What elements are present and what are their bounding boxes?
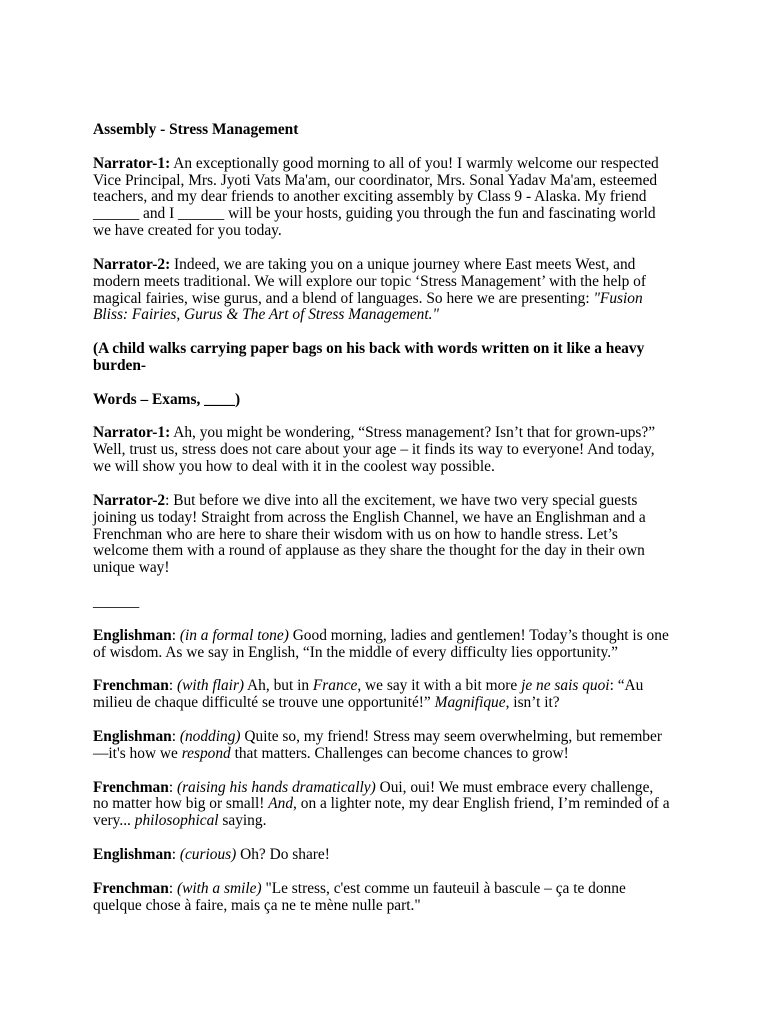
frenchman-paragraph bbox=[93, 678, 733, 712]
line-text: Indeed, we are taking you on a unique journey where East meets West, and bbox=[170, 255, 636, 273]
line-text: we will show you how to deal with it in the coolest way possible. bbox=[93, 458, 495, 476]
text-line bbox=[93, 695, 733, 712]
speaker-label: Englishman bbox=[93, 845, 172, 863]
stage-direction: (raising his hands dramatically) bbox=[176, 778, 376, 796]
stage-note-paragraph bbox=[93, 341, 733, 375]
stage-note-text: Words – Exams, ____) bbox=[93, 390, 241, 408]
speaker-label: Narrator-2: bbox=[93, 255, 171, 273]
narrator-1-paragraph bbox=[93, 425, 733, 476]
emphasis-text: Magnifique bbox=[434, 694, 506, 712]
line-text: Vice Principal, Mrs. Jyoti Vats Ma'am, our coordinator, Mrs. Sonal Yadav Ma'am, esteemed bbox=[93, 171, 658, 189]
text-line bbox=[93, 780, 733, 797]
stage-direction: (with flair) bbox=[176, 677, 245, 695]
line-text: : bbox=[168, 778, 177, 796]
line-text: : bbox=[171, 845, 180, 863]
line-text: , on a lighter note, my dear English friend, I’m reminded of a bbox=[293, 795, 670, 813]
text-line bbox=[93, 358, 733, 375]
separator-line bbox=[93, 594, 733, 611]
title-text: Assembly - Stress Management bbox=[93, 121, 299, 138]
text-line bbox=[93, 813, 733, 830]
show-title-text: Bliss: Fairies, Gurus & The Art of Stress Management." bbox=[93, 306, 439, 324]
stage-direction: (nodding) bbox=[179, 727, 241, 745]
narrator-1-paragraph bbox=[93, 156, 733, 240]
englishman-paragraph bbox=[93, 628, 733, 662]
text-line bbox=[93, 274, 733, 291]
stage-note-text: (A child walks carrying paper bags on his back with words written on it like a heavy bbox=[93, 340, 645, 358]
line-text: —it's how we bbox=[93, 744, 182, 762]
line-text: : bbox=[168, 677, 177, 695]
line-text: : “Au bbox=[609, 677, 644, 695]
line-text: Quite so, my friend! Stress may seem overwhelming, but remember bbox=[240, 727, 662, 745]
emphasis-text: je ne sais quoi bbox=[521, 677, 610, 695]
text-line bbox=[93, 341, 733, 358]
line-text: : bbox=[168, 879, 177, 897]
line-text: Well, trust us, stress does not care about your age – it finds its way to everyone! And today, bbox=[93, 441, 655, 459]
text-line bbox=[93, 898, 733, 915]
text-line bbox=[93, 425, 733, 442]
speaker-label: Frenchman bbox=[93, 778, 169, 796]
text-line bbox=[93, 594, 733, 611]
stage-direction: (with a smile) bbox=[176, 879, 262, 897]
speaker-label: Frenchman bbox=[93, 677, 169, 695]
text-line bbox=[93, 206, 733, 223]
line-text: "Le stress, c'est comme un fauteuil à bascule – ça te donne bbox=[261, 879, 626, 897]
text-line bbox=[93, 257, 733, 274]
text-line bbox=[93, 560, 733, 577]
text-line bbox=[93, 796, 733, 813]
text-line bbox=[93, 122, 733, 139]
separator-text: ______ bbox=[93, 593, 140, 611]
speaker-label: Englishman bbox=[93, 727, 172, 745]
text-line bbox=[93, 746, 733, 763]
show-title-text: "Fusion bbox=[593, 289, 643, 307]
document-title bbox=[93, 122, 733, 139]
line-text: we have created for you today. bbox=[93, 222, 282, 240]
line-text: joining us today! Straight from across the English Channel, we have an Englishman and a bbox=[93, 508, 646, 526]
englishman-paragraph bbox=[93, 729, 733, 763]
line-text: that matters. Challenges can become chances to grow! bbox=[230, 744, 569, 762]
frenchman-paragraph bbox=[93, 881, 733, 915]
line-text: saying. bbox=[218, 812, 267, 830]
document-body bbox=[93, 122, 733, 931]
frenchman-paragraph bbox=[93, 780, 733, 831]
line-text: Oh? Do share! bbox=[236, 845, 330, 863]
text-line bbox=[93, 881, 733, 898]
text-line bbox=[93, 392, 733, 409]
text-line bbox=[93, 628, 733, 645]
text-line bbox=[93, 156, 733, 173]
text-line bbox=[93, 510, 733, 527]
line-text: , isn’t it? bbox=[505, 694, 560, 712]
speaker-label: Narrator-1: bbox=[93, 424, 171, 442]
text-line bbox=[93, 173, 733, 190]
narrator-2-paragraph bbox=[93, 257, 733, 324]
line-text: milieu de chaque difficulté se trouve une opportunité!” bbox=[93, 694, 435, 712]
emphasis-text: philosophical bbox=[134, 812, 219, 830]
props-words-paragraph bbox=[93, 392, 733, 409]
line-text: : bbox=[171, 626, 180, 644]
line-text: of wisdom. As we say in English, “In the middle of every difficulty lies opportunity.” bbox=[93, 643, 618, 661]
line-text: , we say it with a bit more bbox=[357, 677, 522, 695]
line-text: teachers, and my dear friends to another exciting assembly by Class 9 - Alaska. My friend bbox=[93, 188, 647, 206]
line-text: Ah, but in bbox=[244, 677, 313, 695]
line-text: magical fairies, wise gurus, and a blend of languages. So here we are presenting: bbox=[93, 289, 594, 307]
speaker-label: Englishman bbox=[93, 626, 172, 644]
text-line bbox=[93, 493, 733, 510]
text-line bbox=[93, 189, 733, 206]
line-text: modern meets traditional. We will explore our topic ‘Stress Management’ with the help of bbox=[93, 272, 646, 290]
stage-direction: (in a formal tone) bbox=[179, 626, 289, 644]
stage-note-text: burden- bbox=[93, 357, 147, 375]
text-line bbox=[93, 459, 733, 476]
speaker-label: Narrator-2 bbox=[93, 491, 166, 509]
line-text: no matter how big or small! bbox=[93, 795, 269, 813]
emphasis-text: And bbox=[268, 795, 294, 813]
text-line bbox=[93, 678, 733, 695]
text-line bbox=[93, 223, 733, 240]
line-text: : But before we dive into all the excitement, we have two very special guests bbox=[165, 491, 638, 509]
englishman-paragraph bbox=[93, 847, 733, 864]
speaker-label: Narrator-1: bbox=[93, 154, 171, 172]
line-text: unique way! bbox=[93, 559, 170, 577]
text-line bbox=[93, 442, 733, 459]
line-text: Ah, you might be wondering, “Stress management? Isn’t that for grown-ups?” bbox=[170, 424, 656, 442]
text-line bbox=[93, 543, 733, 560]
line-text: welcome them with a round of applause as they share the thought for the day in their own bbox=[93, 542, 645, 560]
text-line bbox=[93, 847, 733, 864]
line-text: quelque chose à faire, mais ça ne te mène nulle part." bbox=[93, 896, 421, 914]
emphasis-text: France bbox=[312, 677, 358, 695]
stage-direction: (curious) bbox=[179, 845, 237, 863]
text-line bbox=[93, 527, 733, 544]
narrator-2-paragraph bbox=[93, 493, 733, 577]
line-text: Frenchman who are here to share their wisdom with us on how to handle stress. Let’s bbox=[93, 525, 618, 543]
speaker-label: Frenchman bbox=[93, 879, 169, 897]
text-line bbox=[93, 729, 733, 746]
line-text: Oui, oui! We must embrace every challenge, bbox=[375, 778, 654, 796]
line-text: Good morning, ladies and gentlemen! Today’s thought is one bbox=[288, 626, 669, 644]
line-text: ______ and I ______ will be your hosts, guiding you through the fun and fascinating world bbox=[93, 205, 656, 223]
text-line bbox=[93, 291, 733, 308]
emphasis-text: respond bbox=[181, 744, 231, 762]
line-text: very... bbox=[93, 812, 135, 830]
line-text: : bbox=[171, 727, 180, 745]
text-line bbox=[93, 307, 733, 324]
line-text: An exceptionally good morning to all of you! I warmly welcome our respected bbox=[170, 154, 659, 172]
text-line bbox=[93, 645, 733, 662]
